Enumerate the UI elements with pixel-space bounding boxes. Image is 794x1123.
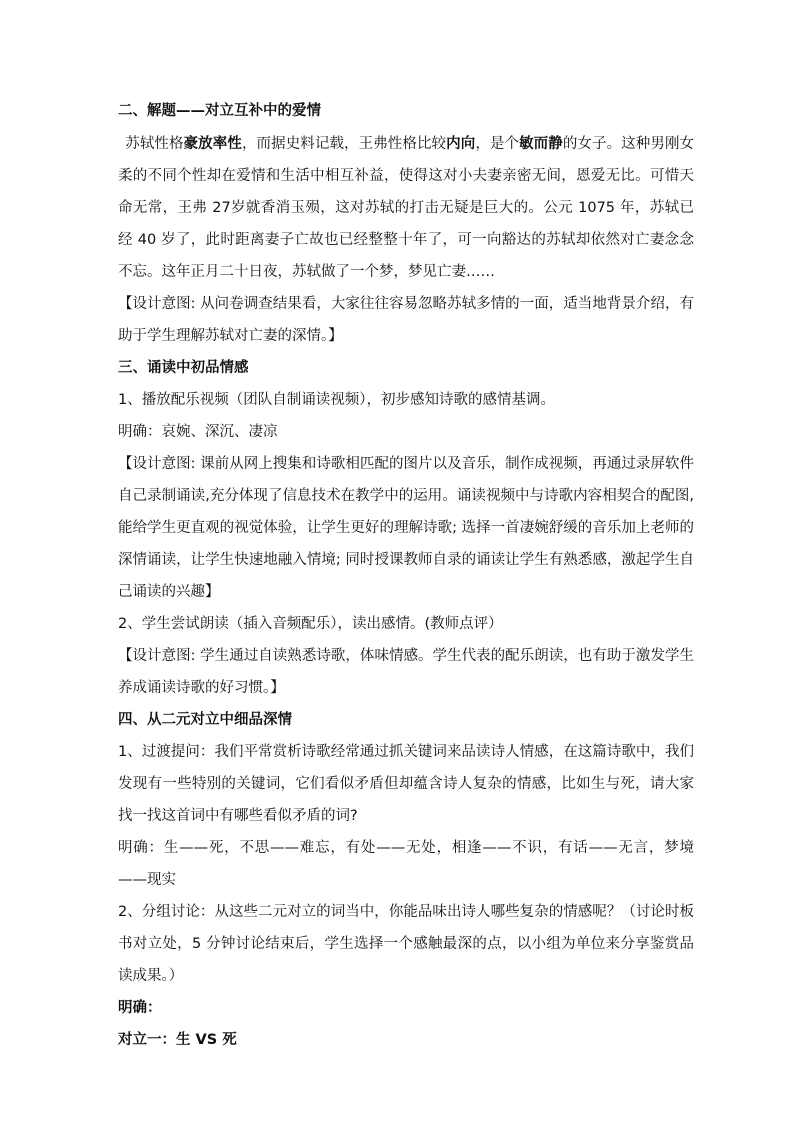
section-4-contrast-1: 对立一：生 VS 死 [118, 1032, 237, 1048]
bold-run: 豪放率性 [183, 136, 242, 152]
section-3-item-1: 1、播放配乐视频（团队自制诵读视频），初步感知诗歌的感情基调。 [118, 392, 555, 408]
section-3-item-2: 2、学生尝试朗读（插入音频配乐），读出感情。(教师点评） [118, 616, 503, 632]
section-3-design-intent-1: 【设计意图: 课前从网上搜集和诗歌相匹配的图片以及音乐，制作成视频，再通过录屏软件自己录制诵读,充分体现了信息技术在教学中的运用。诵读视频中与诗歌内容相契合的配图,能给学生更直观的视觉体验，让学生更好的理解诗歌; 选择一首凄婉舒缓的音乐加上老师的深情诵读，让学生快速地融入情境; 同时授课教师自录的诵读让学生有熟悉感，激起学生自己诵读的兴趣】 [118, 456, 694, 600]
section-3-clarify-1: 明确：哀婉、深沉、凄凉 [118, 424, 278, 440]
section-4-item-2: 2、分组讨论：从这些二元对立的词当中，你能品味出诗人哪些复杂的情感呢？（讨论时板书对立处，5 分钟讨论结束后，学生选择一个感触最深的点，以小组为单位来分享鉴赏品读成果。） [118, 904, 694, 984]
bold-run: 敏而静 [519, 136, 563, 152]
bold-run: 内向 [446, 136, 476, 152]
text-run: 的女子。这种男刚女柔的不同个性却在爱情和生活中相互补益，使得这对小夫妻亲密无间，恩爱无比。可惜天命无常，王弗 27岁就香消玉殒，这对苏轼的打击无疑是巨大的。公元 1075 年，苏轼已经 40 岁了，此时距离妻子亡故也已经整整十年了，可一向豁达的苏轼却依然对亡妻念念不忘。这年正月二十日夜，苏轼做了一个梦，梦见亡妻…… [118, 136, 695, 280]
section-4-clarify-2: 明确： [118, 1000, 162, 1016]
section-2-paragraph [118, 128, 694, 288]
section-4-item-1: 1、过渡提问：我们平常赏析诗歌经常通过抓关键词来品读诗人情感，在这篇诗歌中，我们发现有一些特别的关键词，它们看似矛盾但却蕴含诗人复杂的情感，比如生与死，请大家找一找这首词中有哪些看似矛盾的词? [118, 744, 694, 824]
text-run: ，而据史料记载，王弗性格比较 [241, 136, 447, 152]
section-4-clarify-1: 明确：生——死，不思——难忘，有处——无处，相逢——不识，有话——无言，梦境——现实 [118, 840, 694, 888]
section-2-heading: 二、解题——对立互补中的爱情 [118, 103, 321, 119]
text-run: ，是个 [475, 136, 520, 152]
section-2-design-intent: 【设计意图: 从问卷调查结果看，大家往往容易忽略苏轼多情的一面，适当地背景介绍，有助于学生理解苏轼对亡妻的深情。】 [118, 296, 694, 344]
section-4-heading: 四、从二元对立中细品深情 [118, 712, 292, 728]
section-3-design-intent-2: 【设计意图: 学生通过自读熟悉诗歌，体味情感。学生代表的配乐朗读，也有助于激发学生养成诵读诗歌的好习惯。】 [118, 648, 694, 696]
section-3-heading: 三、诵读中初品情感 [118, 360, 249, 376]
text-run: 苏轼性格 [125, 136, 184, 152]
